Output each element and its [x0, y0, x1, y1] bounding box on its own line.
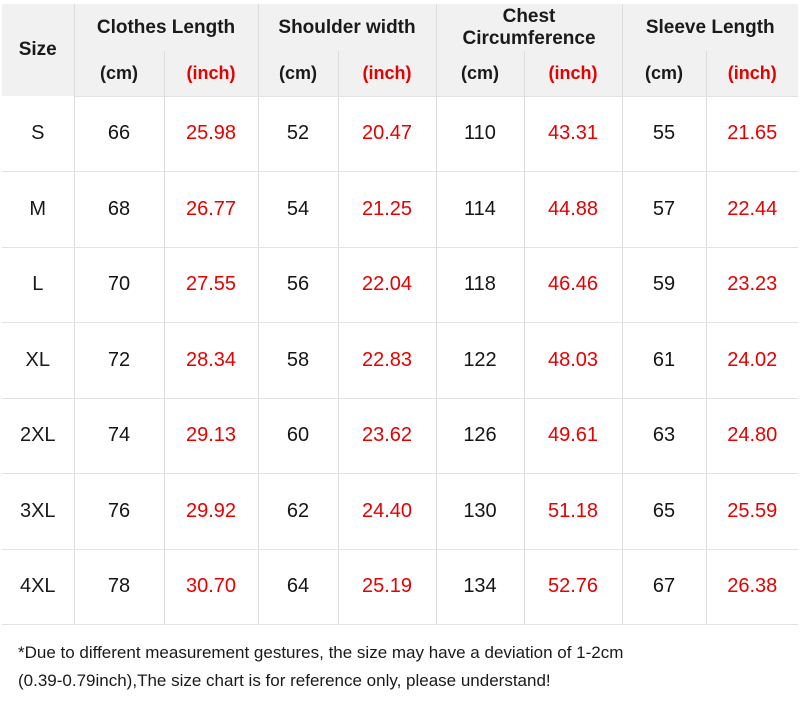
cell-sleeve-inch: 22.44	[706, 172, 798, 248]
table-header	[2, 4, 798, 96]
cell-shoulder-inch: 25.19	[338, 549, 436, 625]
cell-shoulder-inch: 22.83	[338, 323, 436, 399]
cell-sleeve-inch: 21.65	[706, 96, 798, 172]
row-size-label: 3XL	[2, 474, 74, 550]
footnote	[18, 639, 782, 695]
cell-length-cm: 70	[74, 247, 164, 323]
cell-length-cm: 76	[74, 474, 164, 550]
cell-chest-cm: 114	[436, 172, 524, 248]
cell-sleeve-cm: 57	[622, 172, 706, 248]
table-row	[2, 474, 798, 550]
cell-length-cm: 74	[74, 398, 164, 474]
cell-chest-inch: 52.76	[524, 549, 622, 625]
cell-sleeve-cm: 67	[622, 549, 706, 625]
header-unit-sleeve-inch: (inch)	[706, 51, 798, 96]
row-size-label: 4XL	[2, 549, 74, 625]
header-chest-circumference: Chest Circumference	[436, 4, 622, 51]
cell-chest-cm: 118	[436, 247, 524, 323]
cell-chest-inch: 43.31	[524, 96, 622, 172]
table-row	[2, 323, 798, 399]
cell-chest-cm: 134	[436, 549, 524, 625]
cell-chest-inch: 46.46	[524, 247, 622, 323]
cell-shoulder-cm: 62	[258, 474, 338, 550]
cell-length-cm: 78	[74, 549, 164, 625]
cell-chest-cm: 110	[436, 96, 524, 172]
row-size-label: L	[2, 247, 74, 323]
table-row	[2, 172, 798, 248]
cell-sleeve-cm: 63	[622, 398, 706, 474]
cell-length-inch: 29.13	[164, 398, 258, 474]
cell-shoulder-cm: 56	[258, 247, 338, 323]
size-chart-table	[2, 4, 798, 625]
cell-sleeve-inch: 24.80	[706, 398, 798, 474]
cell-length-inch: 26.77	[164, 172, 258, 248]
cell-shoulder-inch: 20.47	[338, 96, 436, 172]
cell-sleeve-inch: 23.23	[706, 247, 798, 323]
table-row	[2, 398, 798, 474]
cell-length-inch: 27.55	[164, 247, 258, 323]
row-size-label: XL	[2, 323, 74, 399]
size-chart-container	[0, 4, 800, 713]
table-row	[2, 96, 798, 172]
cell-shoulder-inch: 22.04	[338, 247, 436, 323]
cell-chest-inch: 48.03	[524, 323, 622, 399]
footnote-line-2: (0.39-0.79inch),The size chart is for reference only, please understand!	[18, 671, 551, 690]
cell-chest-cm: 122	[436, 323, 524, 399]
cell-shoulder-cm: 52	[258, 96, 338, 172]
header-sleeve-length: Sleeve Length	[645, 16, 775, 38]
cell-sleeve-cm: 55	[622, 96, 706, 172]
header-unit-length-inch: (inch)	[164, 51, 258, 96]
header-unit-length-cm: (cm)	[74, 51, 164, 96]
cell-length-cm: 72	[74, 323, 164, 399]
cell-shoulder-inch: 21.25	[338, 172, 436, 248]
cell-chest-inch: 49.61	[524, 398, 622, 474]
cell-sleeve-inch: 25.59	[706, 474, 798, 550]
cell-shoulder-cm: 58	[258, 323, 338, 399]
header-shoulder-width: Shoulder width	[258, 4, 436, 51]
cell-chest-inch: 44.88	[524, 172, 622, 248]
cell-sleeve-cm: 65	[622, 474, 706, 550]
row-size-label: S	[2, 96, 74, 172]
cell-chest-cm: 130	[436, 474, 524, 550]
cell-length-inch: 30.70	[164, 549, 258, 625]
header-row-groups	[2, 4, 798, 51]
header-unit-shoulder-inch: (inch)	[338, 51, 436, 96]
cell-length-inch: 25.98	[164, 96, 258, 172]
cell-length-cm: 66	[74, 96, 164, 172]
cell-shoulder-inch: 24.40	[338, 474, 436, 550]
header-row-units	[2, 51, 798, 96]
cell-chest-cm: 126	[436, 398, 524, 474]
header-unit-sleeve-cm: (cm)	[622, 51, 706, 96]
table-body	[2, 96, 798, 625]
table-row	[2, 549, 798, 625]
cell-sleeve-inch: 26.38	[706, 549, 798, 625]
cell-sleeve-inch: 24.02	[706, 323, 798, 399]
cell-shoulder-cm: 54	[258, 172, 338, 248]
cell-sleeve-cm: 59	[622, 247, 706, 323]
cell-shoulder-cm: 60	[258, 398, 338, 474]
cell-shoulder-cm: 64	[258, 549, 338, 625]
header-unit-shoulder-cm: (cm)	[258, 51, 338, 96]
footnote-line-1: *Due to different measurement gestures, the size may have a deviation of 1-2cm	[18, 643, 624, 662]
cell-length-inch: 28.34	[164, 323, 258, 399]
cell-chest-inch: 51.18	[524, 474, 622, 550]
header-unit-chest-cm: (cm)	[436, 51, 524, 96]
table-row	[2, 247, 798, 323]
header-unit-chest-inch: (inch)	[524, 51, 622, 96]
cell-length-inch: 29.92	[164, 474, 258, 550]
row-size-label: M	[2, 172, 74, 248]
cell-length-cm: 68	[74, 172, 164, 248]
row-size-label: 2XL	[2, 398, 74, 474]
cell-sleeve-cm: 61	[622, 323, 706, 399]
cell-shoulder-inch: 23.62	[338, 398, 436, 474]
header-size: Size	[2, 4, 74, 96]
header-clothes-length: Clothes Length	[74, 4, 258, 51]
